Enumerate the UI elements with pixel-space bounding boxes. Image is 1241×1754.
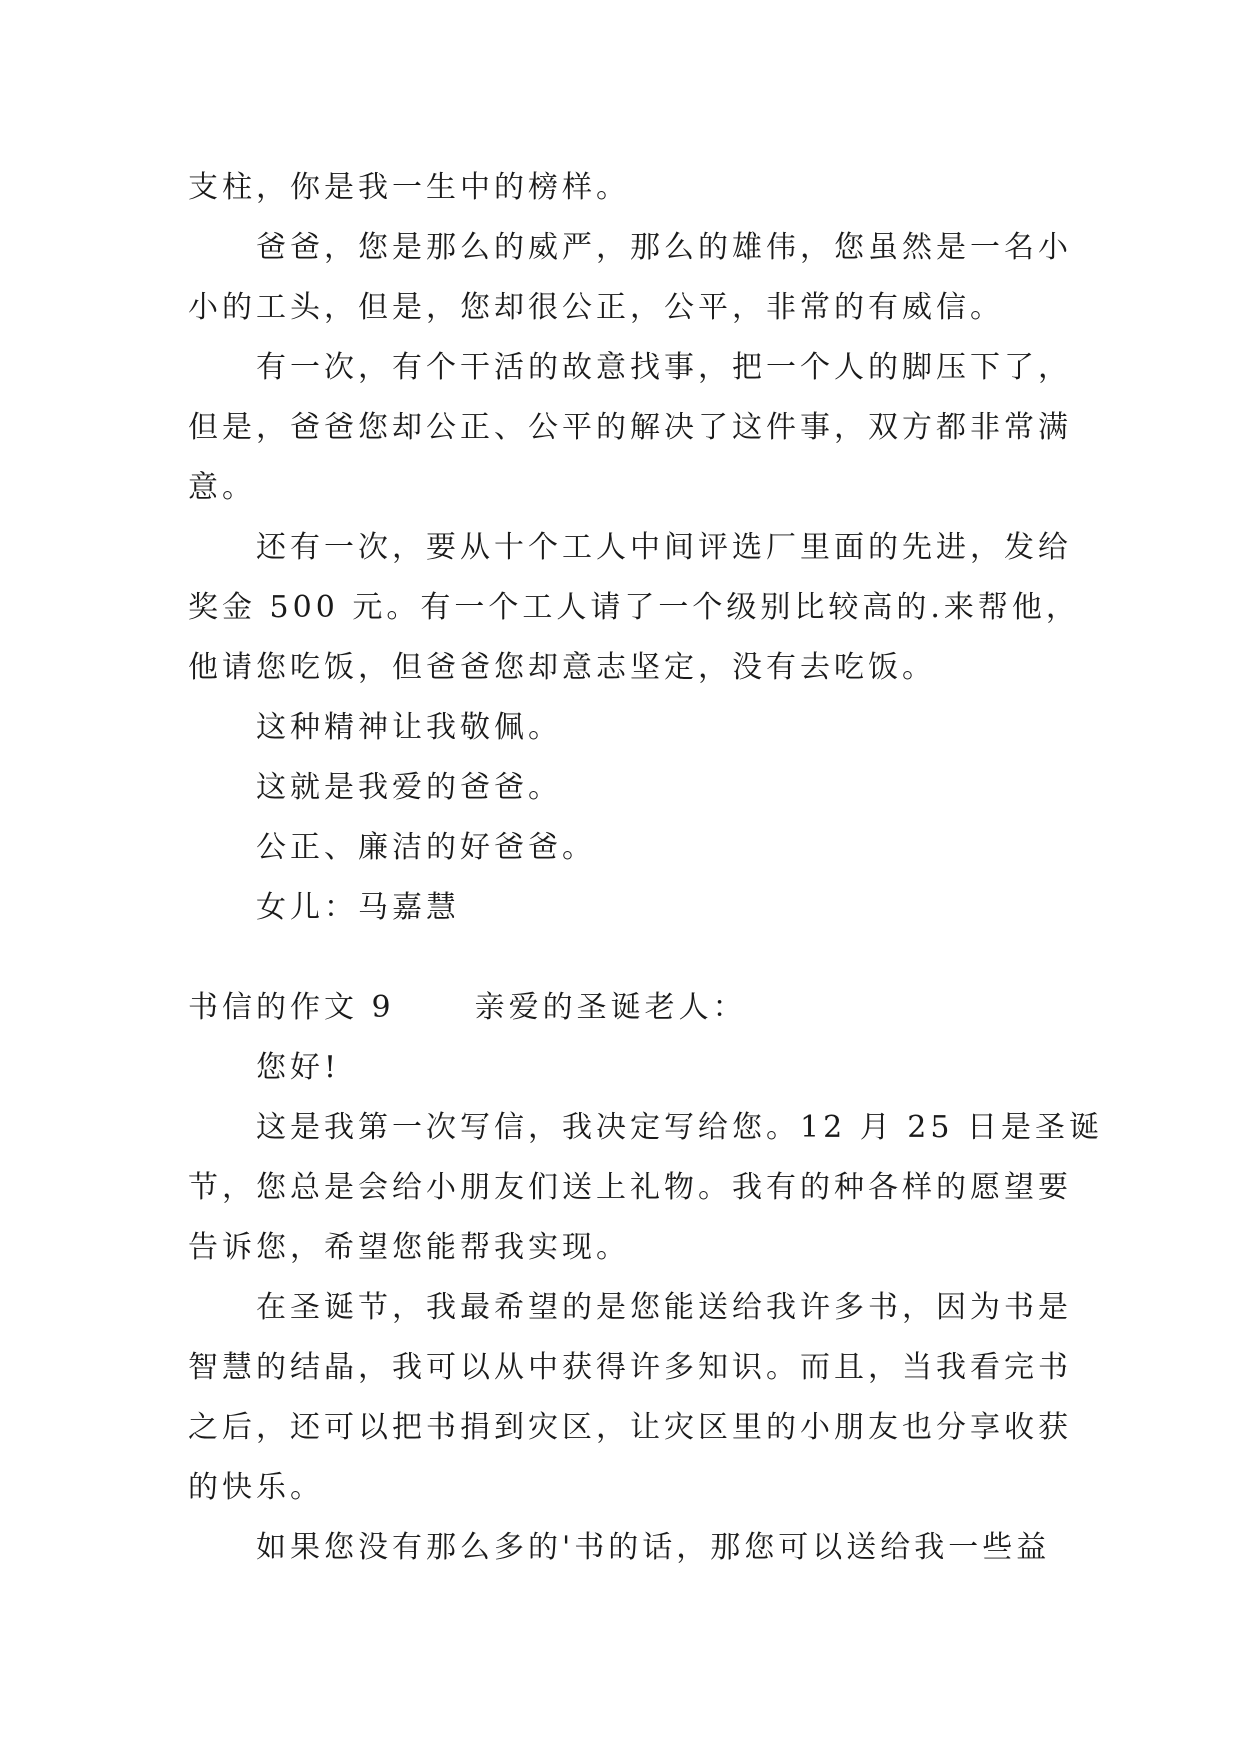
salutation: 亲爱的圣诞老人： <box>474 990 747 1025</box>
paragraph-line: 智慧的结晶，我可以从中获得许多知识。而且，当我看完书 <box>188 1350 1072 1385</box>
section-title: 书信的作文 9 <box>188 990 395 1025</box>
paragraph-line: 奖金 500 元。有一个工人请了一个级别比较高的.来帮他， <box>188 590 1080 625</box>
paragraph-line: 意。 <box>188 470 256 505</box>
paragraph-line: 但是，爸爸您却公正、公平的解决了这件事，双方都非常满 <box>188 410 1072 445</box>
section-heading <box>188 988 747 1028</box>
paragraph-line: 爸爸，您是那么的威严，那么的雄伟，您虽然是一名小 <box>256 230 1072 265</box>
paragraph-line: 他请您吃饭，但爸爸您却意志坚定，没有去吃饭。 <box>188 650 936 685</box>
paragraph-line: 您好! <box>256 1050 341 1085</box>
signature-line: 女儿：马嘉慧 <box>256 890 460 925</box>
paragraph-line: 还有一次，要从十个工人中间评选厂里面的先进，发给 <box>256 530 1072 565</box>
paragraph-line: 的快乐。 <box>188 1470 324 1505</box>
paragraph-line: 这是我第一次写信，我决定写给您。12 月 25 日是圣诞 <box>256 1110 1103 1145</box>
paragraph-line: 支柱，你是我一生中的榜样。 <box>188 170 630 205</box>
paragraph-line: 节，您总是会给小朋友们送上礼物。我有的种各样的愿望要 <box>188 1170 1072 1205</box>
paragraph-line: 小的工头，但是，您却很公正，公平，非常的有威信。 <box>188 290 1004 325</box>
paragraph-line: 告诉您，希望您能帮我实现。 <box>188 1230 630 1265</box>
paragraph-line: 这就是我爱的爸爸。 <box>256 770 562 805</box>
paragraph-line: 之后，还可以把书捐到灾区，让灾区里的小朋友也分享收获 <box>188 1410 1072 1445</box>
paragraph-line: 有一次，有个干活的故意找事，把一个人的脚压下了， <box>256 350 1072 385</box>
paragraph-line: 如果您没有那么多的'书的话，那您可以送给我一些益 <box>256 1530 1051 1565</box>
paragraph-line: 公正、廉洁的好爸爸。 <box>256 830 596 865</box>
paragraph-line: 在圣诞节，我最希望的是您能送给我许多书，因为书是 <box>256 1290 1072 1325</box>
paragraph-line: 这种精神让我敬佩。 <box>256 710 562 745</box>
